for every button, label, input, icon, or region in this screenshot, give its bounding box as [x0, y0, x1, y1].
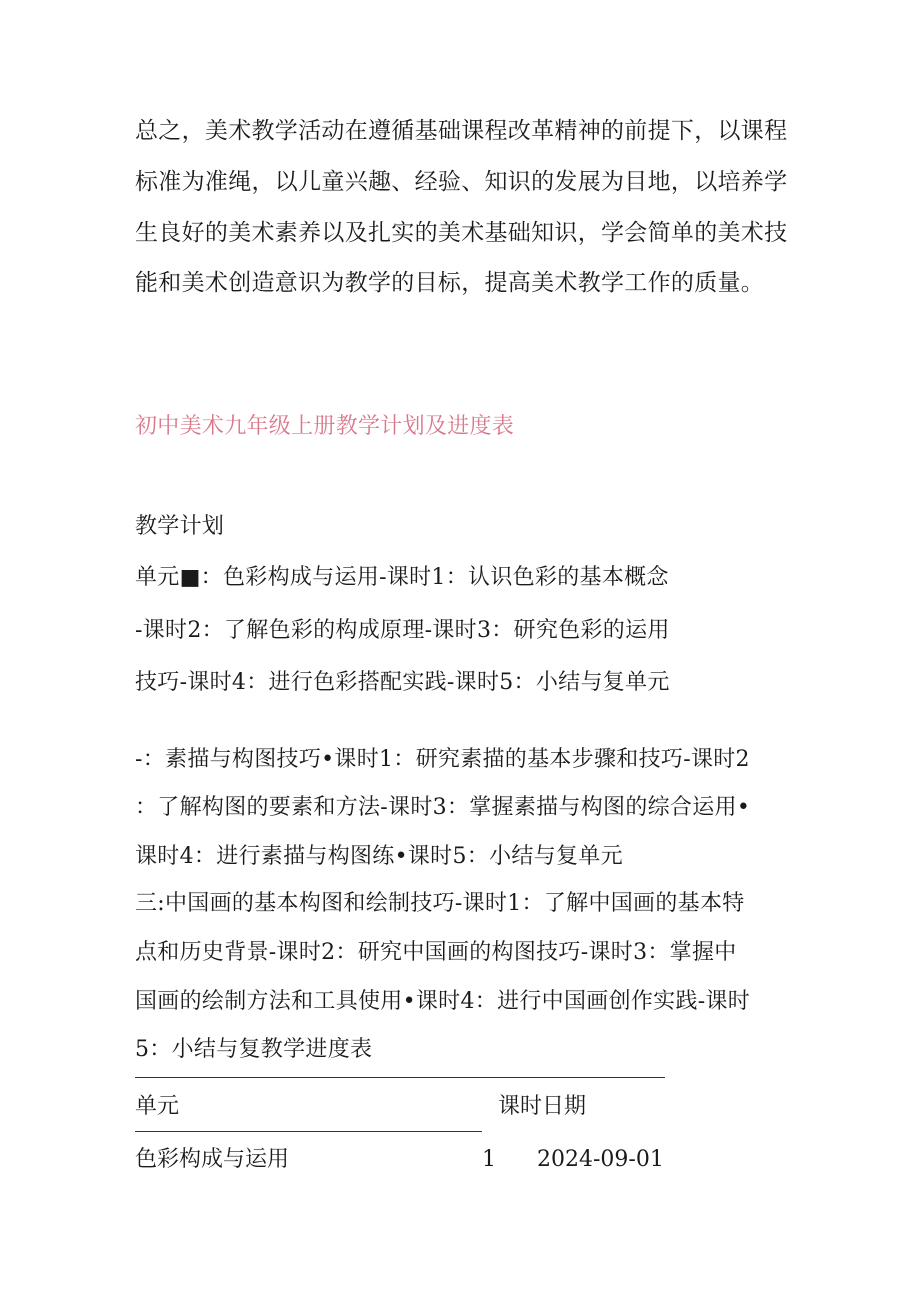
row-unit-cell: 色彩构成与运用	[135, 1147, 290, 1172]
unit-1-line: -课时2：了解色彩的构成原理-课时3：研究色彩的运用	[135, 618, 670, 643]
unit-3-line: 5：小结与复教学进度表	[135, 1037, 373, 1062]
row-lesson-cell: 1	[482, 1147, 496, 1172]
intro-line: 标准为准绳，以儿童兴趣、经验、知识的发展为目地，以培养学	[135, 169, 788, 195]
header-lesson-date: 课时日期	[498, 1094, 587, 1119]
unit-1-line: 单元■：色彩构成与运用-课时1：认识色彩的基本概念	[135, 565, 669, 590]
table-top-rule	[135, 1077, 665, 1078]
unit-3-line: 三:中国画的基本构图和绘制技巧-课时1：了解中国画的基本特	[135, 891, 745, 916]
unit-3-line: 国画的绘制方法和工具使用•课时4：进行中国画创作实践-课时	[135, 989, 751, 1014]
intro-line: 生良好的美术素养以及扎实的美术基础知识，学会简单的美术技	[135, 220, 788, 246]
unit-2-line: 课时4：进行素描与构图练•课时5：小结与复单元	[135, 844, 623, 869]
unit-3-line: 点和历史背景-课时2：研究中国画的构图技巧-课时3：掌握中	[135, 940, 737, 965]
header-unit: 单元	[135, 1094, 180, 1119]
header-bottom-rule	[135, 1131, 482, 1132]
unit-2-line: -：素描与构图技巧•课时1：研究素描的基本步骤和技巧-课时2	[135, 747, 750, 772]
row-date-cell: 2024-09-01	[537, 1147, 664, 1172]
intro-line: 能和美术创造意识为教学的目标，提高美术教学工作的质量。	[135, 270, 765, 296]
unit-1-line: 技巧-课时4：进行色彩搭配实践-课时5：小结与复单元	[135, 670, 670, 695]
unit-2-line: ：了解构图的要素和方法-课时3：掌握素描与构图的综合运用•	[135, 795, 751, 820]
plan-heading: 教学计划	[135, 514, 225, 539]
section-title: 初中美术九年级上册教学计划及进度表	[135, 414, 515, 439]
intro-line: 总之，美术教学活动在遵循基础课程改革精神的前提下，以课程	[135, 118, 788, 144]
